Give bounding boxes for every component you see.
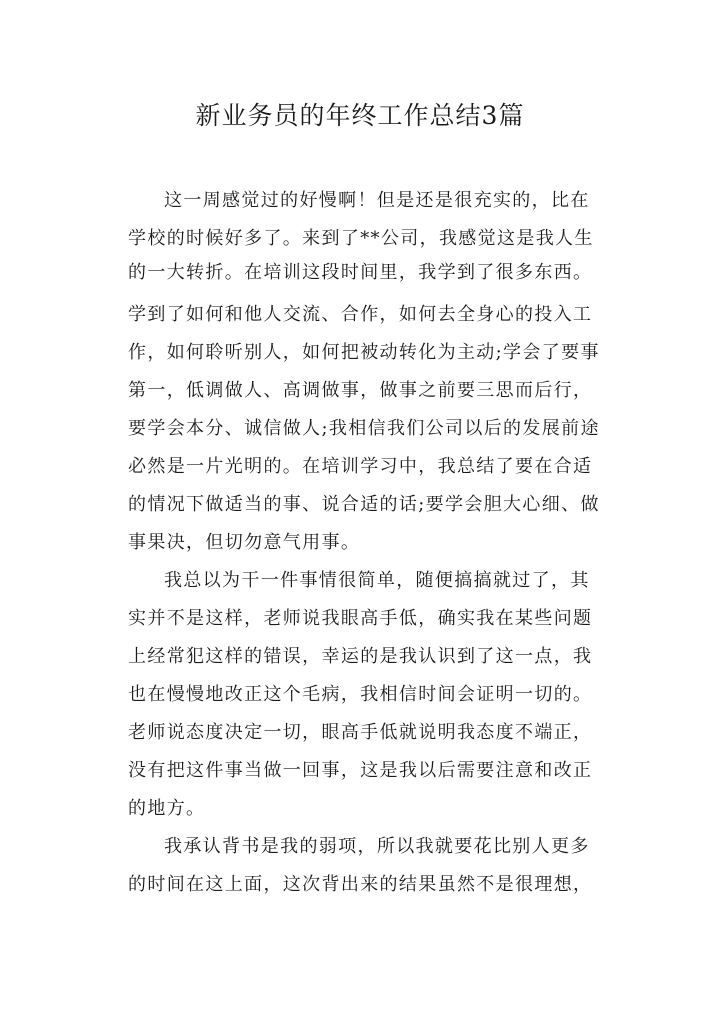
text-line: 必然是一片光明的。在培训学习中，我总结了要在合适	[128, 456, 593, 477]
text-line: 上经常犯这样的错误，幸运的是我认识到了这一点，我	[128, 646, 593, 667]
text-line: 也在慢慢地改正这个毛病，我相信时间会证明一切的。	[128, 684, 593, 705]
text-line: 老师说态度决定一切，眼高手低就说明我态度不端正，	[128, 722, 593, 743]
text-line: 作，如何聆听别人，如何把被动转化为主动;学会了要事	[128, 342, 600, 363]
text-line: 这一周感觉过的好慢啊！但是还是很充实的，比在	[164, 190, 590, 211]
text-line: 我承认背书是我的弱项，所以我就要花比别人更多	[164, 836, 590, 857]
text-line: 我总以为干一件事情很简单，随便搞搞就过了，其	[164, 570, 590, 591]
document-title: 新业务员的年终工作总结3篇	[195, 101, 525, 130]
text-line: 学到了如何和他人交流、合作，如何去全身心的投入工	[128, 304, 593, 325]
text-line: 学校的时候好多了。来到了**公司，我感觉这是我人生	[128, 228, 594, 249]
text-line: 要学会本分、诚信做人;我相信我们公司以后的发展前途	[128, 418, 600, 439]
text-line: 的地方。	[128, 798, 206, 819]
text-line: 实并不是这样，老师说我眼高手低，确实我在某些问题	[128, 608, 593, 629]
text-line: 没有把这件事当做一回事，这是我以后需要注意和改正	[128, 760, 593, 781]
text-line: 的时间在这上面，这次背出来的结果虽然不是很理想，	[128, 874, 593, 895]
text-line: 事果决，但切勿意气用事。	[128, 532, 361, 553]
text-line: 的情况下做适当的事、说合适的话;要学会胆大心细、做	[128, 494, 600, 515]
text-line: 第一，低调做人、高调做事，做事之前要三思而后行，	[128, 380, 593, 401]
text-line: 的一大转折。在培训这段时间里，我学到了很多东西。	[128, 262, 593, 283]
